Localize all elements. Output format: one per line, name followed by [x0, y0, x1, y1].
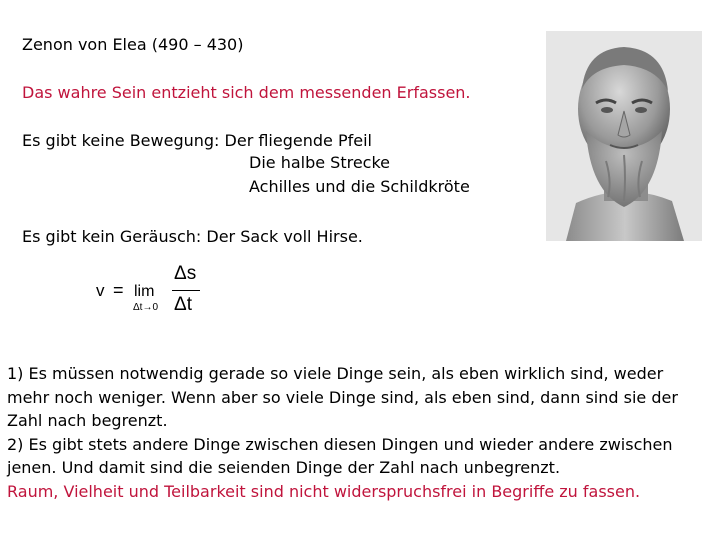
velocity-limit-formula — [94, 258, 214, 322]
formula-v: v — [96, 281, 105, 300]
conclusion-text: Raum, Vielheit und Teilbarkeit sind nicht widerspruchsfrei in Begriffe zu fassen. — [7, 481, 641, 501]
page-title: Zenon von Elea (490 – 430) — [22, 35, 244, 54]
argument-line-3: Zahl nach begrenzt. — [7, 411, 168, 430]
movement-item-achilles: Achilles und die Schildkröte — [249, 177, 470, 196]
argument-line-1: 1) Es müssen notwendig gerade so viele Dinge sein, als eben wirklich sind, weder — [7, 364, 664, 383]
movement-item-half-distance: Die halbe Strecke — [249, 153, 391, 172]
formula-lim-subscript: Δt→0 — [133, 302, 159, 313]
formula-lim: lim — [134, 283, 155, 300]
argument-line-4: 2) Es gibt stets andere Dinge zwischen diesen Dingen und wieder andere zwischen — [7, 434, 673, 454]
formula-equals: = — [113, 280, 124, 300]
zeno-bust-drawing — [546, 31, 702, 241]
formula-numerator: Δs — [174, 263, 197, 284]
zeno-bust-image — [546, 31, 702, 241]
sound-text: Es gibt kein Geräusch: Der Sack voll Hirse. — [22, 227, 363, 246]
formula-denominator: Δt — [174, 294, 192, 315]
thesis-text: Das wahre Sein entzieht sich dem messenden Erfassen. — [22, 83, 471, 102]
movement-intro: Es gibt keine Bewegung: Der fliegende Pfeil — [22, 131, 372, 150]
argument-line-2: mehr noch weniger. Wenn aber so viele Dinge sind, als eben sind, dann sind sie der — [7, 387, 678, 407]
formula-fraction-bar — [172, 290, 200, 291]
argument-line-5: jenen. Und damit sind die seienden Dinge der Zahl nach unbegrenzt. — [7, 458, 561, 477]
